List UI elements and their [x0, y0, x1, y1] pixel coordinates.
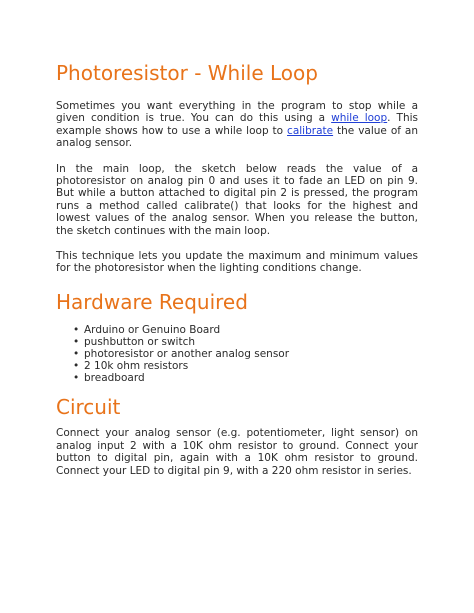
hardware-heading: Hardware Required	[56, 289, 248, 314]
bullet-icon: •	[73, 323, 80, 336]
list-item-label: pushbutton or switch	[84, 335, 196, 348]
bullet-icon: •	[73, 335, 80, 348]
list-item-label: photoresistor or another analog sensor	[84, 348, 290, 361]
bullet-icon: •	[73, 372, 80, 385]
list-item-label: 2 10k ohm resistors	[84, 360, 189, 373]
hardware-list	[56, 324, 418, 384]
list-item	[74, 360, 418, 372]
technique-paragraph: This technique lets you update the maximum and minimum values for the photoresistor when the lighting conditions change.	[56, 250, 418, 275]
document-page	[56, 62, 418, 477]
main-loop-paragraph: In the main loop, the sketch below reads the value of a photoresistor on analog pin 0 and uses it to fade an LED on pin 9. But while a button attached to digital pin 2 is pressed, the program runs a method called calibrate() that looks for the highest and lowest values of the analog sensor. When you release the button, the sketch continues with the main loop.	[56, 162, 418, 237]
bullet-icon: •	[73, 360, 80, 373]
list-item	[74, 324, 418, 336]
while-loop-link[interactable]: while loop	[331, 112, 388, 125]
calibrate-link[interactable]: calibrate	[287, 124, 334, 137]
intro-text-end: the value of an analog sensor.	[56, 124, 418, 150]
list-item-label: breadboard	[84, 372, 145, 385]
page-title: Photoresistor - While Loop	[56, 61, 318, 85]
intro-text-start: Sometimes you want everything in the program to stop while a given condition is true. You can do this using a	[56, 100, 418, 125]
intro-text-middle: . This example shows how to use a while loop to	[56, 112, 418, 137]
bullet-icon: •	[73, 348, 80, 361]
list-item	[74, 348, 418, 360]
list-item	[74, 372, 418, 384]
circuit-heading: Circuit	[56, 395, 121, 420]
list-item	[74, 336, 418, 348]
circuit-paragraph: Connect your analog sensor (e.g. potentiometer, light sensor) on analog input 2 with a 10K ohm resistor to ground. Connect your button to digital pin, again with a 10K ohm resistor to ground. Connect your LED to digital pin 9, with a 220 ohm resistor in series.	[56, 427, 418, 477]
list-item-label: Arduino or Genuino Board	[84, 323, 221, 336]
intro-paragraph	[56, 100, 418, 150]
